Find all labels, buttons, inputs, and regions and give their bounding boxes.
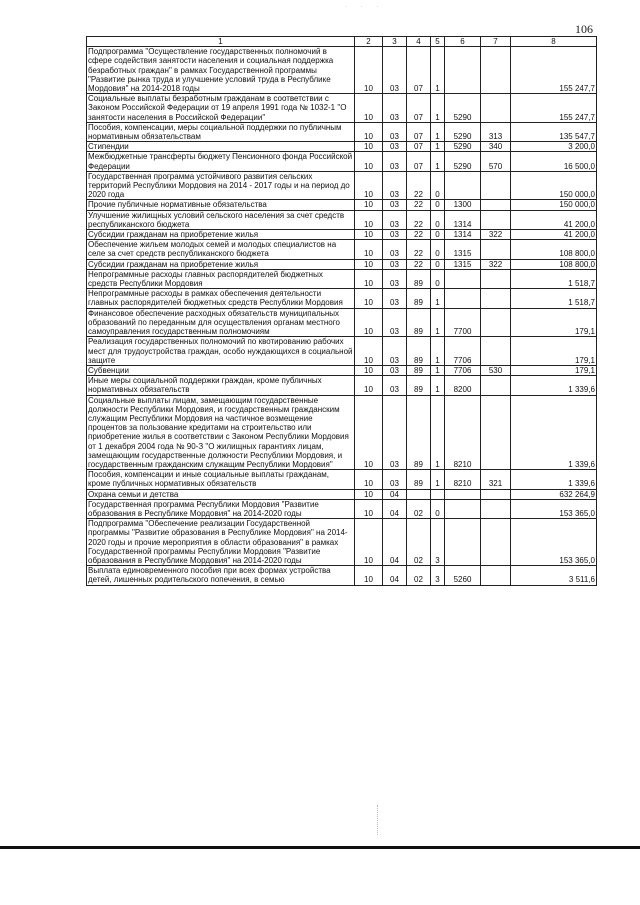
amount-cell: 3 511,6 — [511, 566, 597, 585]
code-cell: 07 — [407, 94, 431, 123]
code-cell: 03 — [383, 122, 407, 141]
code-cell: 340 — [481, 142, 511, 152]
code-cell — [445, 289, 481, 308]
table-row — [87, 142, 597, 152]
code-cell: 03 — [383, 337, 407, 366]
table-body — [87, 47, 597, 585]
code-cell — [481, 47, 511, 94]
code-cell: 22 — [407, 200, 431, 210]
scan-artifact: · · · — [345, 4, 385, 10]
row-name-cell: Прочие публичные нормативные обязательства — [87, 200, 355, 210]
column-header: 4 — [407, 37, 431, 47]
code-cell — [481, 269, 511, 288]
code-cell: 03 — [383, 152, 407, 171]
code-cell: 10 — [355, 122, 383, 141]
code-cell: 5290 — [445, 94, 481, 123]
code-cell — [445, 47, 481, 94]
code-cell: 10 — [355, 289, 383, 308]
code-cell: 89 — [407, 337, 431, 366]
amount-cell: 155 247,7 — [511, 47, 597, 94]
code-cell — [481, 308, 511, 337]
amount-cell: 108 800,0 — [511, 259, 597, 269]
row-name-cell: Улучшение жилищных условий сельского населения за счет средств республиканского бюджета — [87, 210, 355, 229]
amount-cell: 3 200,0 — [511, 142, 597, 152]
code-cell: 07 — [407, 142, 431, 152]
code-cell: 04 — [383, 489, 407, 499]
code-cell: 1 — [431, 395, 445, 470]
row-name-cell: Субсидии гражданам на приобретение жилья — [87, 259, 355, 269]
amount-cell: 632 264,9 — [511, 489, 597, 499]
code-cell — [445, 499, 481, 518]
code-cell: 3 — [431, 519, 445, 566]
code-cell: 570 — [481, 152, 511, 171]
amount-cell: 41 200,0 — [511, 230, 597, 240]
row-name-cell: Подпрограмма "Осуществление государственных полномочий в сфере содействия занятости населения и социальная поддержка безработных граждан" в рамках Государственной программы "Развитие рынка труда и улучшение условий труда в Республике Мордовия" на 2014-2018 годы — [87, 47, 355, 94]
amount-cell: 1 339,6 — [511, 395, 597, 470]
code-cell: 07 — [407, 122, 431, 141]
code-cell — [481, 171, 511, 200]
code-cell: 10 — [355, 470, 383, 489]
code-cell: 10 — [355, 489, 383, 499]
code-cell: 03 — [383, 210, 407, 229]
code-cell: 10 — [355, 395, 383, 470]
row-name-cell: Межбюджетные трансферты бюджету Пенсионного фонда Российской Федерации — [87, 152, 355, 171]
row-name-cell: Стипендии — [87, 142, 355, 152]
code-cell: 0 — [431, 240, 445, 259]
code-cell — [481, 210, 511, 229]
table-row — [87, 171, 597, 200]
code-cell: 07 — [407, 152, 431, 171]
amount-cell: 179,1 — [511, 337, 597, 366]
code-cell: 1 — [431, 308, 445, 337]
code-cell: 04 — [383, 566, 407, 585]
code-cell: 10 — [355, 230, 383, 240]
column-header: 3 — [383, 37, 407, 47]
code-cell: 322 — [481, 259, 511, 269]
code-cell: 7706 — [445, 365, 481, 375]
code-cell: 89 — [407, 365, 431, 375]
code-cell: 1 — [431, 94, 445, 123]
code-cell: 89 — [407, 308, 431, 337]
row-name-cell: Пособия, компенсации, меры социальной поддержки по публичным нормативным обязательствам — [87, 122, 355, 141]
table-row — [87, 210, 597, 229]
table-row — [87, 519, 597, 566]
column-header: 1 — [87, 37, 355, 47]
table-row — [87, 470, 597, 489]
code-cell: 03 — [383, 240, 407, 259]
table-row — [87, 269, 597, 288]
code-cell: 1 — [431, 470, 445, 489]
code-cell: 03 — [383, 171, 407, 200]
row-name-cell: Непрограммные расходы в рамках обеспечения деятельности главных распорядителей бюджетных средств Республики Мордовия — [87, 289, 355, 308]
code-cell: 5290 — [445, 142, 481, 152]
code-cell: 1300 — [445, 200, 481, 210]
page-bottom-rule — [0, 846, 640, 849]
table-header-row — [87, 37, 597, 47]
code-cell: 89 — [407, 470, 431, 489]
code-cell: 03 — [383, 308, 407, 337]
row-name-cell: Обеспечение жильем молодых семей и молодых специалистов на селе за счет средств республиканского бюджета — [87, 240, 355, 259]
code-cell — [481, 200, 511, 210]
code-cell: 10 — [355, 47, 383, 94]
row-name-cell: Субсидии гражданам на приобретение жилья — [87, 230, 355, 240]
code-cell: 03 — [383, 376, 407, 395]
row-name-cell: Иные меры социальной поддержки граждан, кроме публичных нормативных обязательств — [87, 376, 355, 395]
code-cell: 10 — [355, 210, 383, 229]
table-row — [87, 122, 597, 141]
code-cell: 0 — [431, 269, 445, 288]
code-cell — [481, 240, 511, 259]
code-cell: 1315 — [445, 240, 481, 259]
code-cell — [431, 489, 445, 499]
code-cell: 1 — [431, 376, 445, 395]
table-row — [87, 240, 597, 259]
code-cell: 02 — [407, 499, 431, 518]
row-name-cell: Пособия, компенсации и иные социальные выплаты гражданам, кроме публичных нормативных обязательств — [87, 470, 355, 489]
code-cell: 0 — [431, 171, 445, 200]
code-cell: 1314 — [445, 230, 481, 240]
table-row — [87, 337, 597, 366]
row-name-cell: Государственная программа Республики Мордовия "Развитие образования в Республике Мордовия" на 2014-2020 годы — [87, 499, 355, 518]
code-cell: 22 — [407, 230, 431, 240]
code-cell: 10 — [355, 337, 383, 366]
code-cell: 0 — [431, 259, 445, 269]
row-name-cell: Охрана семьи и детства — [87, 489, 355, 499]
code-cell: 7706 — [445, 337, 481, 366]
code-cell: 03 — [383, 470, 407, 489]
amount-cell: 41 200,0 — [511, 210, 597, 229]
code-cell: 1 — [431, 365, 445, 375]
code-cell: 10 — [355, 519, 383, 566]
table-row — [87, 152, 597, 171]
code-cell: 8210 — [445, 395, 481, 470]
code-cell — [481, 519, 511, 566]
table-row — [87, 47, 597, 94]
table-row — [87, 230, 597, 240]
amount-cell: 150 000,0 — [511, 200, 597, 210]
code-cell: 10 — [355, 200, 383, 210]
code-cell: 02 — [407, 566, 431, 585]
code-cell: 10 — [355, 142, 383, 152]
code-cell: 22 — [407, 210, 431, 229]
code-cell: 0 — [431, 210, 445, 229]
code-cell — [445, 519, 481, 566]
code-cell: 10 — [355, 499, 383, 518]
amount-cell: 179,1 — [511, 365, 597, 375]
code-cell: 03 — [383, 365, 407, 375]
code-cell — [481, 289, 511, 308]
amount-cell: 135 547,7 — [511, 122, 597, 141]
code-cell: 1315 — [445, 259, 481, 269]
amount-cell: 150 000,0 — [511, 171, 597, 200]
code-cell: 8210 — [445, 470, 481, 489]
table-row — [87, 566, 597, 585]
code-cell: 03 — [383, 230, 407, 240]
amount-cell: 179,1 — [511, 308, 597, 337]
code-cell — [481, 337, 511, 366]
row-name-cell: Социальные выплаты безработным гражданам в соответствии с Законом Российской Федерации от 19 апреля 1991 года № 1032-1 "О занятости населения в Российской Федерации" — [87, 94, 355, 123]
row-name-cell: Выплата единовременного пособия при всех формах устройства детей, лишенных родительского попечения, в семью — [87, 566, 355, 585]
amount-cell: 16 500,0 — [511, 152, 597, 171]
code-cell: 5290 — [445, 122, 481, 141]
code-cell: 03 — [383, 269, 407, 288]
table-row — [87, 308, 597, 337]
amount-cell: 1 518,7 — [511, 289, 597, 308]
row-name-cell: Социальные выплаты лицам, замещающим государственные должности Республики Мордовия, и государственным гражданским служащим Республики Мордовия на частичное возмещение процентов за пользование кредитами на строительство или приобретение жилья в соответствии с Законом Республики Мордовия от 1 декабря 2004 года № 90-З "О жилищных гарантиях лицам, замещающим государственные должности Республики Мордовия, и государственным гражданским служащим Республики Мордовия" — [87, 395, 355, 470]
row-name-cell: Финансовое обеспечение расходных обязательств муниципальных образований по переданным для осуществления органам местного самоуправления государственным полномочиям — [87, 308, 355, 337]
amount-cell: 153 365,0 — [511, 519, 597, 566]
code-cell: 0 — [431, 499, 445, 518]
code-cell: 89 — [407, 376, 431, 395]
column-header: 2 — [355, 37, 383, 47]
code-cell: 03 — [383, 395, 407, 470]
code-cell: 10 — [355, 94, 383, 123]
table-row — [87, 376, 597, 395]
amount-cell: 153 365,0 — [511, 499, 597, 518]
code-cell: 1 — [431, 47, 445, 94]
code-cell: 22 — [407, 171, 431, 200]
code-cell: 89 — [407, 289, 431, 308]
code-cell: 530 — [481, 365, 511, 375]
table-row — [87, 200, 597, 210]
code-cell: 8200 — [445, 376, 481, 395]
code-cell: 89 — [407, 395, 431, 470]
code-cell: 1 — [431, 122, 445, 141]
row-name-cell: Субвенции — [87, 365, 355, 375]
code-cell — [481, 566, 511, 585]
column-header: 8 — [511, 37, 597, 47]
code-cell: 22 — [407, 240, 431, 259]
code-cell: 03 — [383, 142, 407, 152]
code-cell: 10 — [355, 152, 383, 171]
code-cell: 03 — [383, 289, 407, 308]
code-cell: 5260 — [445, 566, 481, 585]
row-name-cell: Непрограммные расходы главных распорядителей бюджетных средств Республики Мордовия — [87, 269, 355, 288]
code-cell — [445, 171, 481, 200]
amount-cell: 1 339,6 — [511, 376, 597, 395]
code-cell: 3 — [431, 566, 445, 585]
row-name-cell: Подпрограмма "Обеспечение реализации Государственной программы "Развитие образования в Республике Мордовия" на 2014-2020 годы и прочие мероприятия в области образования" в рамках Государственной программы Республики Мордовия "Развитие образования в Республике Мордовия" на 2014-2020 годы — [87, 519, 355, 566]
code-cell: 89 — [407, 269, 431, 288]
page-number: 106 — [575, 22, 593, 36]
row-name-cell: Государственная программа устойчивого развития сельских территорий Республики Мордовия на 2014 - 2017 годы и на период до 2020 года — [87, 171, 355, 200]
code-cell: 0 — [431, 230, 445, 240]
code-cell: 7700 — [445, 308, 481, 337]
code-cell — [481, 499, 511, 518]
code-cell: 0 — [431, 200, 445, 210]
code-cell — [481, 376, 511, 395]
row-name-cell: Реализация государственных полномочий по квотированию рабочих мест для трудоустройства граждан, особо нуждающихся в социальной защите — [88, 337, 353, 365]
code-cell: 10 — [355, 269, 383, 288]
code-cell: 10 — [355, 308, 383, 337]
code-cell: 03 — [383, 47, 407, 94]
code-cell: 1 — [431, 289, 445, 308]
column-header: 6 — [445, 37, 481, 47]
code-cell: 04 — [383, 499, 407, 518]
code-cell: 03 — [383, 94, 407, 123]
code-cell: 10 — [355, 376, 383, 395]
table-row — [87, 94, 597, 123]
code-cell — [407, 489, 431, 499]
code-cell: 322 — [481, 230, 511, 240]
column-header: 5 — [431, 37, 445, 47]
code-cell — [445, 489, 481, 499]
code-cell: 04 — [383, 519, 407, 566]
code-cell: 1 — [431, 142, 445, 152]
code-cell: 03 — [383, 259, 407, 269]
code-cell: 10 — [355, 365, 383, 375]
code-cell: 10 — [355, 566, 383, 585]
code-cell: 07 — [407, 47, 431, 94]
amount-cell: 1 339,6 — [511, 470, 597, 489]
amount-cell: 108 800,0 — [511, 240, 597, 259]
table-row — [87, 289, 597, 308]
code-cell: 1314 — [445, 210, 481, 229]
budget-table — [86, 36, 597, 586]
code-cell — [445, 269, 481, 288]
code-cell: 03 — [383, 200, 407, 210]
code-cell: 02 — [407, 519, 431, 566]
amount-cell: 1 518,7 — [511, 269, 597, 288]
code-cell: 22 — [407, 259, 431, 269]
code-cell: 5290 — [445, 152, 481, 171]
scan-artifact — [377, 805, 379, 835]
code-cell — [481, 94, 511, 123]
code-cell: 10 — [355, 259, 383, 269]
code-cell: 10 — [355, 171, 383, 200]
code-cell: 1 — [431, 152, 445, 171]
table-row — [87, 259, 597, 269]
code-cell: 321 — [481, 470, 511, 489]
code-cell — [481, 489, 511, 499]
table-row — [87, 489, 597, 499]
code-cell: 1 — [431, 337, 445, 366]
table-row — [87, 395, 597, 470]
code-cell: 10 — [355, 240, 383, 259]
code-cell — [481, 395, 511, 470]
column-header: 7 — [481, 37, 511, 47]
table-row — [87, 365, 597, 375]
amount-cell: 155 247,7 — [511, 94, 597, 123]
code-cell: 313 — [481, 122, 511, 141]
table-row — [87, 499, 597, 518]
